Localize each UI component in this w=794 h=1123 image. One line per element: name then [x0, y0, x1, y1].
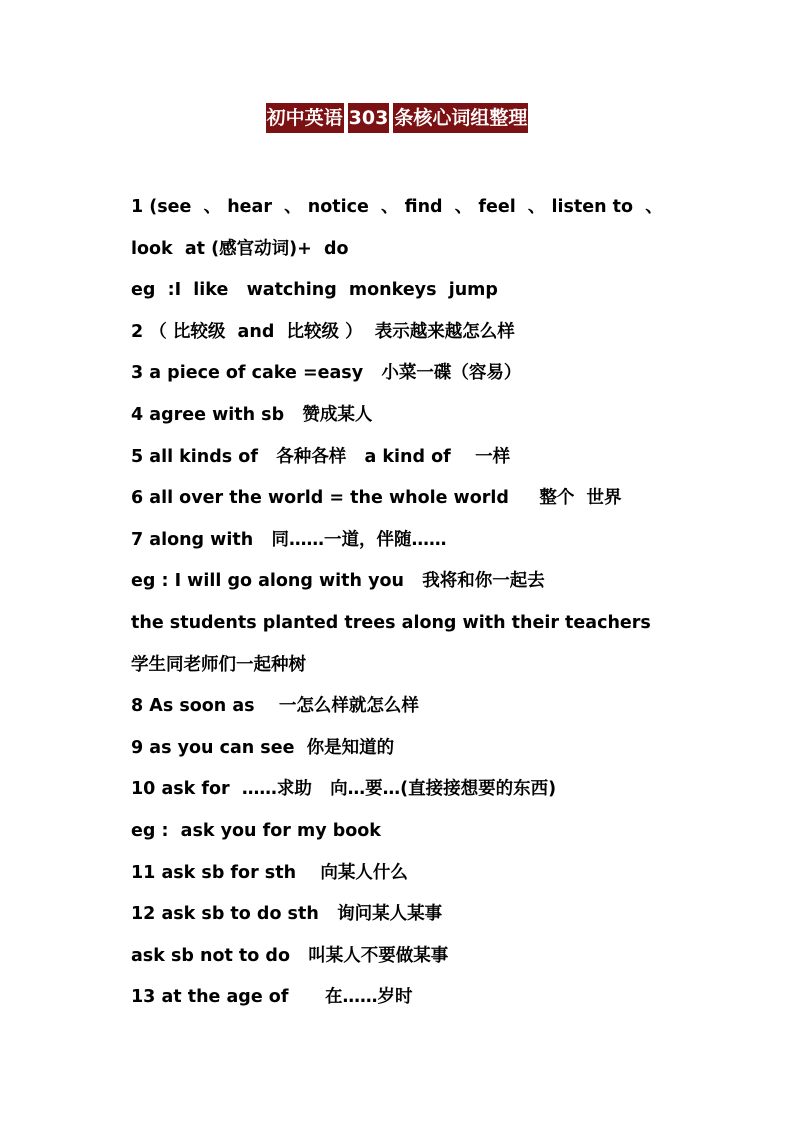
text-line: 13 at the age of 在……岁时 [131, 987, 413, 1008]
text-line: 12 ask sb to do sth 询问某人某事 [131, 904, 443, 925]
phrase-list [131, 187, 711, 1019]
text-line: eg :I like watching monkeys jump [131, 280, 498, 301]
text-line: the students planted trees along with their teachers [131, 612, 651, 633]
text-line: 7 along with 同……一道，伴随…… [131, 529, 447, 550]
text-line: 6 all over the world = the whole world 整个 世界 [131, 488, 622, 509]
text-line: 5 all kinds of 各种各样 a kind of 一样 [131, 446, 511, 467]
text-line: look at (感官动词)+ do [131, 238, 349, 259]
text-line: 2 （ 比较级 and 比较级 ） 表示越来越怎么样 [131, 321, 515, 342]
title-part-1: 初中英语 [266, 103, 344, 133]
text-line: eg : I will go along with you 我将和你一起去 [131, 571, 545, 592]
title-part-2: 303 [348, 103, 390, 133]
text-line: 10 ask for ……求助 向…要…(直接接想要的东西) [131, 779, 557, 800]
text-line: eg : ask you for my book [131, 820, 381, 841]
text-line: 3 a piece of cake =easy 小菜一碟（容易） [131, 363, 522, 384]
text-line: ask sb not to do 叫某人不要做某事 [131, 945, 449, 966]
text-line: 4 agree with sb 赞成某人 [131, 404, 373, 425]
text-line: 9 as you can see 你是知道的 [131, 737, 395, 758]
title-part-3: 条核心词组整理 [393, 103, 528, 133]
text-line: 11 ask sb for sth 向某人什么 [131, 862, 408, 883]
text-line: 1 (see 、 hear 、 notice 、 find 、 feel 、 listen to 、 [131, 197, 663, 217]
text-line: 8 As soon as 一怎么样就怎么样 [131, 696, 419, 717]
page-title [0, 103, 794, 133]
text-line: 学生同老师们一起种树 [131, 654, 306, 675]
